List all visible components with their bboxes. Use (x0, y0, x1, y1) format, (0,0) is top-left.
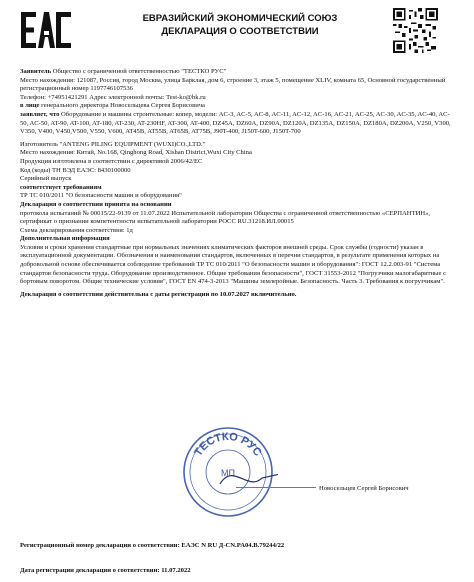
manufacturer-name: Изготовитель "ANTENG PILING EQUIPMENT (WUXI)CO.,LTD." (20, 140, 206, 148)
signature-block (20, 478, 455, 582)
qr-code-icon (393, 8, 438, 53)
validity-line: Декларация о соответствии действительна с даты регистрации по 10.07.2027 включительно. (20, 290, 297, 298)
stamp-company-text: ТЕСТКО РУС (192, 430, 264, 459)
additional-info-text: Условия и сроки хранения стандартные при нормальных значениях климатических факторов внешней среды. Срок службы (годности) указан в эксплуатационной документации. Обозначения и наименования стандартов, включенных в перечни стандартов, в результате применения которых на добровольной основе обеспечивается соблюдение требований ТР ТС 010/2011 "О безопасности машин и оборудования": ГОСТ 12.2.003-91 "Система стандартов безопасности труда. Оборудование производственное. Общие требования безопасности", ГОСТ 31553-2012 "Погрузчики малогабаритные с бортовым поворотом. Общие технические условия", ГОСТ EN 474-3-2013 "Машины землеройные. Безопасность. Часть 3. Требования к погрузчикам". (20, 243, 446, 286)
signatory-name: Новосельцев Сергей Борисович (319, 484, 409, 492)
declares-text: заявляет, что Оборудование и машины строительные: копер, модели: AC-3, AC-5, AC-8, AC-11, AC-12, AC-16, AC-21, AC-25, AC-30, AC-35, AC-40, AC-50, AC-50, AT-90, AT-100, AT-180, AT-230, AT-230HF, AT-300, AT-400, DZ45A, DZ60A, DZ90A, DZ120A, DZ135A, DZ150A, DZ180A, DZ200A, V250, V300, V350, V400, V450,V500, V550, V600, AT45B, AT55B, AT65B, AT75B, J90T-400, J150T-600, J150T-700 (20, 110, 451, 136)
applicant-line (20, 68, 455, 77)
serial-production: Серийный выпуск (20, 175, 72, 183)
eac-logo (20, 10, 72, 50)
basis-label: Декларация о соответствии принята на основании (20, 200, 172, 208)
applicant-label: Заявитель (20, 68, 52, 75)
additional-info-label: Дополнительная информация (20, 235, 110, 243)
applicant-phone: Телефон: +74951421291 Адрес электронной почты: Test-ko@bk.ru (20, 93, 206, 101)
manufacturer-directive: Продукция изготовлена в соответствии с директивой 2006/42/EC (20, 157, 203, 165)
document-header (110, 12, 370, 38)
header-union: ЕВРАЗИЙСКИЙ ЭКОНОМИЧЕСКИЙ СОЮЗ (142, 13, 338, 24)
stamp-mp-text: МП (221, 468, 235, 478)
requirements-text: ТР ТС 010/2011 "О безопасности машин и оборудования" (20, 192, 182, 200)
declaration-body (20, 68, 455, 299)
basis-text: протокола испытаний № 00015/22-9139 от 11.07.2022 Испытательной лаборатории Общества с ограниченной ответственностью «СЕРПАНТИН», сертификат о признании компетентности испытательной лаборатории РОСС RU.31218.ИЛ.00015 (20, 209, 431, 226)
applicant-address: Место нахождения: 121087, Россия, город Москва, улица Барклая, дом 6, строение 3, этаж 5, помещение XLIV, комната 65, Основной государственный регистрационный номер 1197746107536 (20, 76, 446, 93)
header-title: ДЕКЛАРАЦИЯ О СООТВЕТСТВИИ (161, 26, 319, 37)
hs-code: Код (коды) ТН ВЭД ЕАЭС: 8430100000 (20, 166, 131, 174)
applicant-person: в лице генерального директора Новосельцева Сергея Борисовича (20, 102, 205, 110)
registration-date: Дата регистрации декларации о соответствии: 11.07.2022 (20, 567, 191, 575)
scheme-text: Схема декларирования соответствия: 1д (20, 226, 133, 234)
requirements-label: соответствует требованиям (20, 183, 102, 191)
registration-number: Регистрационный номер декларации о соответствии: ЕАЭС N RU Д-CN.PA04.B.79244/22 (20, 542, 285, 550)
manufacturer-address: Место нахождения: Китай, No.168, Qinghong Road, Xishan District,Wuxi City China (20, 149, 252, 157)
applicant-name: Общество с ограниченной ответственностью "ТЕСТКО РУС" (51, 68, 227, 75)
